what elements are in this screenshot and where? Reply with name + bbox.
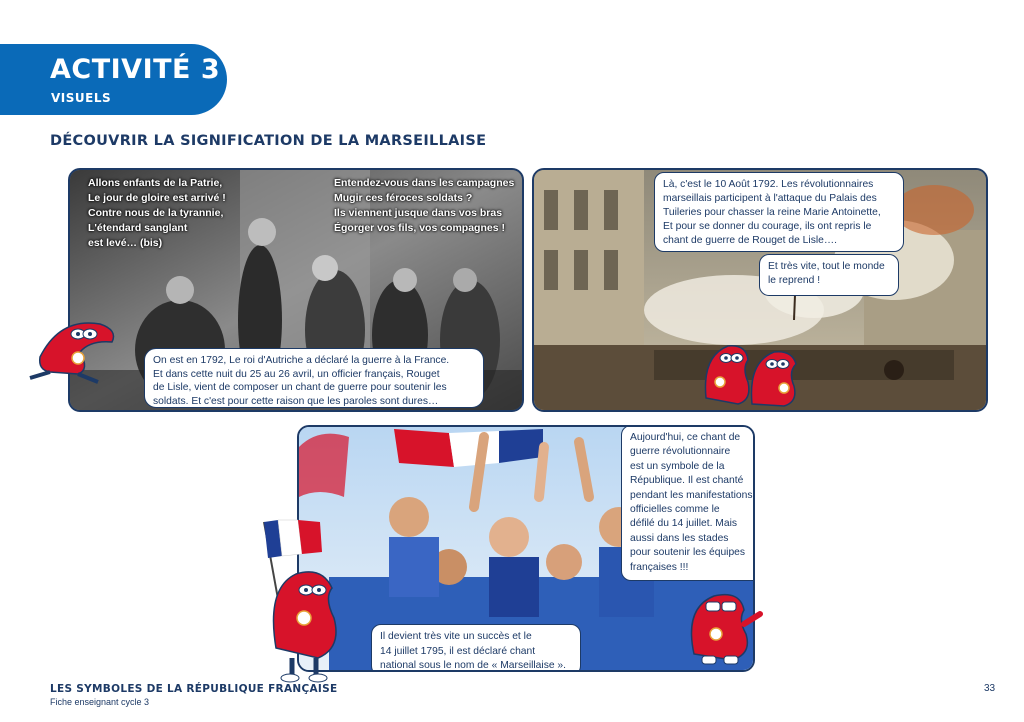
speech-bubble-today-symbol: Aujourd'hui, ce chant de guerre révolutionnaire est un symbole de la République. Il est chanté pendant les manifestations officielles comme le défilé du 14 juillet. Mais aussi dans les stades pour soutenir les équipes françaises !!! — [621, 425, 755, 581]
speech-bubble-tuileries: Là, c'est le 10 Août 1792. Les révolutionnaires marseillais participent à l'attaque du Palais des Tuileries pour chasser la reine Marie Antoinette, Et pour se donner du courage, ils ont repris le chant de guerre de Rouget de Lisle…. — [654, 172, 904, 252]
phryge-mascots-singing — [698, 338, 808, 410]
comic-panel-engraving — [68, 168, 524, 412]
footer-title: LES SYMBOLES DE LA RÉPUBLIQUE FRANÇAISE — [50, 683, 338, 695]
footer-subtitle: Fiche enseignant cycle 3 — [50, 697, 150, 707]
speech-bubble-1795-national-anthem: Il devient très vite un succès et le 14 juillet 1795, il est déclaré chant national sous le nom de « Marseillaise ». — [371, 624, 581, 672]
section-title: DÉCOUVRIR LA SIGNIFICATION DE LA MARSEILLAISE — [50, 133, 487, 149]
page-number: 33 — [984, 683, 996, 694]
anthem-lyrics-verse-left: Allons enfants de la Patrie, Le jour de gloire est arrivé ! Contre nous de la tyrannie, L'étendard sanglant est levé… (bis) — [88, 177, 226, 249]
phryge-mascot-flag — [258, 518, 350, 686]
activity-subtitle: VISUELS — [51, 91, 112, 105]
activity-title: ACTIVITÉ 3 — [50, 54, 221, 85]
speech-bubble-everyone-sings: Et très vite, tout le monde le reprend ! — [759, 254, 899, 296]
phryge-mascot-running — [20, 312, 120, 388]
anthem-lyrics-verse-right: Entendez-vous dans les campagnes Mugir ces féroces soldats ? Ils viennent jusque dans vos bras Égorger vos fils, vos compagnes ! — [334, 177, 515, 234]
speech-bubble-1792-war: On est en 1792, Le roi d'Autriche a déclaré la guerre à la France. Et dans cette nuit du 25 au 26 avril, un officier français, Rouget de Lisle, vient de composer un chant de guerre pour soutenir les soldats. Et c'est pour cette raison que les paroles sont dures… — [144, 348, 484, 408]
phryge-mascot-glasses — [680, 584, 764, 668]
